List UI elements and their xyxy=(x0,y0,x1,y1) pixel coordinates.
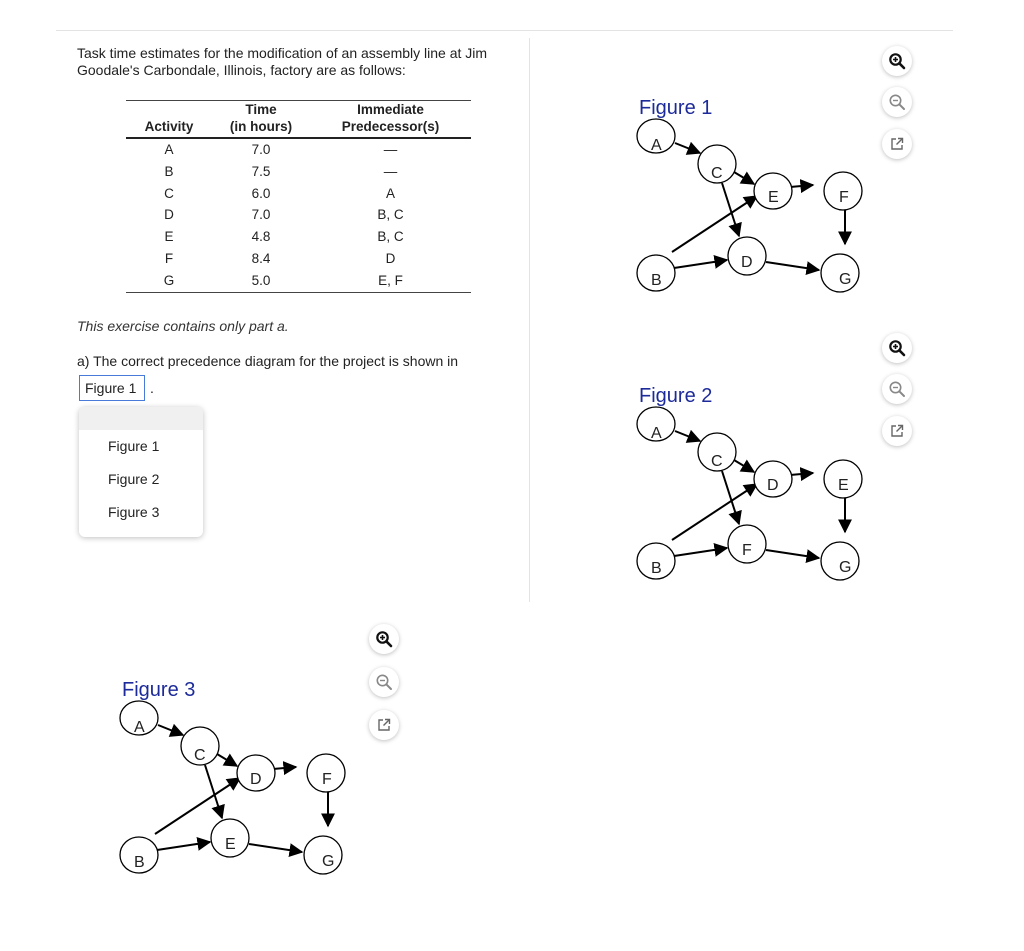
header-activity: Activity xyxy=(144,119,194,134)
cell-time: 4.8 xyxy=(251,229,271,245)
dropdown-blank-option[interactable] xyxy=(79,407,203,430)
open-new-window-icon xyxy=(889,423,905,439)
edge-a-c xyxy=(158,725,183,735)
zoom-out-icon xyxy=(888,93,906,111)
clipped-instruction-text xyxy=(70,622,300,630)
edge-b-d xyxy=(674,260,727,268)
cell-predecessor: A xyxy=(385,185,395,201)
node-label: A xyxy=(134,719,145,736)
table-row xyxy=(126,183,471,205)
figure-3-zoom-out-button[interactable] xyxy=(369,667,399,697)
cell-predecessor: D xyxy=(385,250,396,266)
figure-2-open-new-window-button[interactable] xyxy=(882,416,912,446)
node-label: C xyxy=(711,453,723,470)
figure-2-zoom-in-button[interactable] xyxy=(882,333,912,363)
exercise-note: This exercise contains only part a. xyxy=(77,318,289,334)
figure-1-open-new-window-button[interactable] xyxy=(882,129,912,159)
open-new-window-icon xyxy=(376,717,392,733)
figure-dropdown-menu xyxy=(79,407,203,537)
node-label: A xyxy=(651,137,662,154)
zoom-in-icon xyxy=(888,339,906,357)
edge-c-d xyxy=(734,460,754,472)
zoom-out-icon xyxy=(375,673,393,691)
figure-1-zoom-in-button[interactable] xyxy=(882,46,912,76)
cell-time: 5.0 xyxy=(251,272,271,288)
table-row xyxy=(126,138,471,161)
node-label: B xyxy=(134,854,145,871)
table-row xyxy=(126,204,471,226)
zoom-in-icon xyxy=(375,630,393,648)
cell-predecessor: B, C xyxy=(377,229,404,245)
cell-time: 7.5 xyxy=(251,163,271,179)
dropdown-option-figure-1[interactable]: Figure 1 xyxy=(108,438,160,454)
node-label: G xyxy=(322,853,335,870)
question-text: a) The correct precedence diagram for the project is shown in xyxy=(77,353,459,369)
table-row xyxy=(126,226,471,248)
task-table xyxy=(126,100,471,293)
node-label: B xyxy=(651,272,662,289)
edge-d-g xyxy=(766,262,819,270)
dropdown-option-figure-3[interactable]: Figure 3 xyxy=(108,504,160,520)
node-label: B xyxy=(651,560,662,577)
cell-activity: E xyxy=(164,229,174,245)
edge-c-e xyxy=(734,172,754,184)
edge-e-f xyxy=(790,185,813,187)
table-row xyxy=(126,161,471,183)
edge-d-e xyxy=(790,473,813,475)
zoom-out-icon xyxy=(888,380,906,398)
figure-1-diagram xyxy=(630,90,870,300)
open-new-window-icon xyxy=(889,136,905,152)
top-divider xyxy=(56,30,953,31)
figure-3-zoom-in-button[interactable] xyxy=(369,624,399,654)
cell-predecessor: E, F xyxy=(378,272,403,288)
table-header-row xyxy=(126,101,471,139)
figure-1-zoom-out-button[interactable] xyxy=(882,87,912,117)
cell-activity: D xyxy=(164,207,174,223)
cell-predecessor: — xyxy=(383,163,398,179)
edge-a-c xyxy=(675,431,700,441)
node-label: D xyxy=(741,254,753,271)
cell-time: 8.4 xyxy=(251,250,271,266)
figure-3-open-new-window-button[interactable] xyxy=(369,710,399,740)
edge-a-c xyxy=(675,143,700,153)
edge-e-g xyxy=(249,844,302,852)
node-label: F xyxy=(742,542,752,559)
edge-c-d xyxy=(217,754,237,766)
node-label: C xyxy=(194,747,206,764)
node-label: A xyxy=(651,425,662,442)
figure-2-title: Figure 2 xyxy=(639,385,713,407)
figure-2-zoom-out-button[interactable] xyxy=(882,374,912,404)
header-time: Time (in hours) xyxy=(229,102,293,134)
zoom-in-icon xyxy=(888,52,906,70)
dropdown-option-figure-2[interactable]: Figure 2 xyxy=(108,471,160,487)
edge-b-f xyxy=(674,548,727,556)
cell-activity: F xyxy=(164,250,174,266)
node-label: D xyxy=(250,771,262,788)
problem-statement: Task time estimates for the modification of an assembly line at Jim Goodale's Carbondale, Illinois, factory are as follows: xyxy=(77,45,488,78)
cell-time: 7.0 xyxy=(251,207,271,223)
cell-time: 6.0 xyxy=(251,185,271,201)
figure-1-title: Figure 1 xyxy=(639,97,713,119)
figure-2-diagram xyxy=(630,378,870,588)
node-label: F xyxy=(322,771,332,788)
edge-d-f xyxy=(273,767,296,769)
node-label: E xyxy=(225,836,236,853)
edge-b-e xyxy=(157,842,210,850)
node-label: E xyxy=(768,189,779,206)
table-row xyxy=(126,270,471,292)
column-divider xyxy=(529,38,530,602)
node-label: D xyxy=(767,477,779,494)
node-label: E xyxy=(838,477,849,494)
question-period: . xyxy=(150,380,154,396)
node-label: G xyxy=(839,559,852,576)
node-label: C xyxy=(711,165,723,182)
figure-3-title: Figure 3 xyxy=(122,679,196,701)
cell-predecessor: B, C xyxy=(377,207,404,223)
cell-activity: A xyxy=(164,142,174,157)
cell-activity: C xyxy=(164,185,174,201)
edge-f-g xyxy=(766,550,819,558)
node-label: G xyxy=(839,271,852,288)
cell-time: 7.0 xyxy=(251,142,271,157)
figure-3-diagram xyxy=(113,672,353,882)
table-row xyxy=(126,248,471,270)
cell-activity: B xyxy=(164,163,174,179)
cell-activity: G xyxy=(163,272,175,288)
figure-answer-select[interactable]: Figure 1 xyxy=(79,375,145,401)
node-label: F xyxy=(839,189,849,206)
cell-predecessor: — xyxy=(383,142,398,157)
header-predecessors: Immediate Predecessor(s) xyxy=(341,102,440,134)
